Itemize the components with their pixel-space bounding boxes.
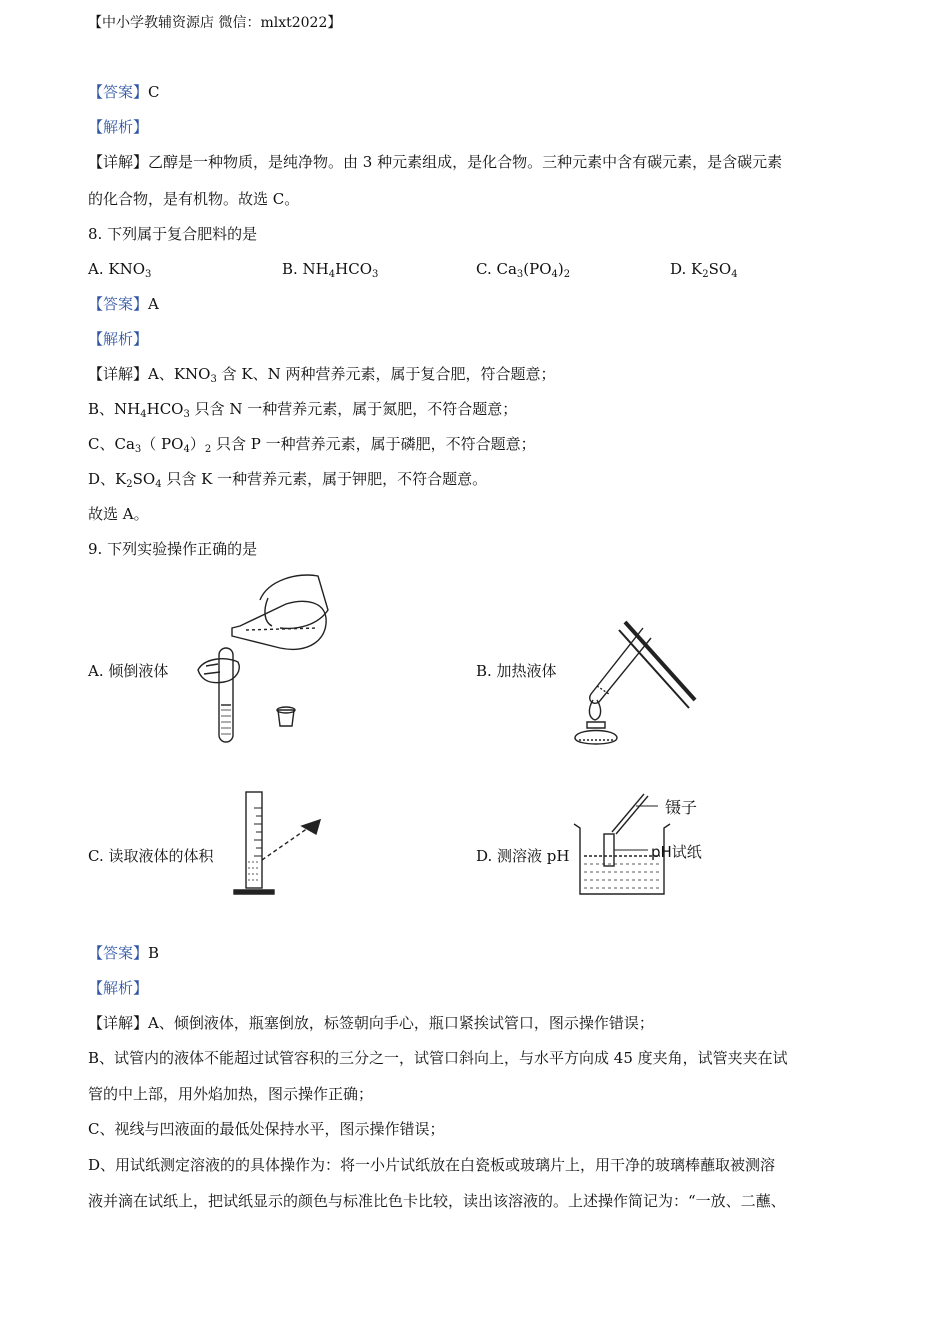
q9-detail-line2: B、试管内的液体不能超过试管容积的三分之一，试管口斜向上，与水平方向成 45 度夹角，试管夹夹在试 — [88, 1049, 788, 1067]
q9-stem: 9. 下列实验操作正确的是 — [88, 540, 258, 558]
q9-analysis-tag: 【解析】 — [88, 979, 149, 997]
q8-stem: 8. 下列属于复合肥料的是 — [88, 225, 258, 243]
q9-detail-line6: 液并滴在试纸上，把试纸显示的颜色与标准比色卡比较，读出该溶液的。上述操作简记为：“一放、二蘸、 — [88, 1192, 786, 1210]
q8-option-d: D. $K_2SO_4$ — [670, 260, 738, 280]
page-header: 【中小学教辅资源店 微信：mlxt2022】 — [88, 15, 342, 31]
q9-answer-line — [88, 943, 159, 963]
q9-option-b-label: B. 加热液体 — [476, 662, 557, 680]
q8-answer-line — [88, 294, 159, 314]
q8-option-c: C. $Ca_3(PO_4)_2$ — [476, 260, 571, 280]
q9-option-a-label: A. 倾倒液体 — [88, 662, 169, 680]
answer-tag: 【答案】 — [88, 944, 149, 962]
pouring-liquid-figure — [168, 570, 338, 750]
q9-detail-line3: 管的中上部，用外焰加热，图示操作正确； — [88, 1085, 374, 1103]
q7-analysis-tag: 【解析】 — [88, 118, 149, 136]
q7-detail-line1 — [88, 152, 782, 172]
heating-liquid-figure — [535, 600, 705, 750]
q7-answer-line — [88, 82, 160, 102]
q9-detail-line5: D、用试纸测定溶液的的具体操作为：将一小片试纸放在白瓷板或玻璃片上，用干净的玻璃棒蘸取被测溶 — [88, 1156, 776, 1174]
answer-value: C — [148, 83, 160, 101]
detail-text: 乙醇是一种物质，是纯净物。由 3 种元素组成，是化合物。三种元素中含有碳元素，是含碳元素 — [148, 153, 783, 171]
q7-detail-line2: 的化合物，是有机物。故选 C。 — [88, 190, 300, 208]
q8-option-a: A. $KNO_3$ — [88, 260, 152, 280]
q8-analysis-tag: 【解析】 — [88, 330, 149, 348]
q8-option-b: B. $NH_4HCO_3$ — [282, 260, 379, 280]
reading-volume-figure — [228, 788, 328, 898]
tweezers-label: 镊子 — [665, 798, 698, 817]
q9-option-d-label: D. 测溶液 pH — [476, 847, 570, 865]
answer-tag: 【答案】 — [88, 295, 149, 313]
ph-paper-label: pH试纸 — [651, 843, 702, 861]
q9-detail-line1: 【详解】A、倾倒液体，瓶塞倒放，标签朝向手心，瓶口紧挨试管口，图示操作错误； — [88, 1014, 654, 1032]
q8-detail-line4: D、$K_2SO_4$ 只含 K 一种营养元素，属于钾肥，不符合题意。 — [88, 470, 488, 490]
q8-detail-line2: B、$NH_4HCO_3$ 只含 N 一种营养元素，属于氮肥，不符合题意； — [88, 400, 518, 420]
q9-detail-line4: C、视线与凹液面的最低处保持水平，图示操作错误； — [88, 1120, 445, 1138]
answer-value: B — [148, 944, 160, 962]
q8-conclusion: 故选 A。 — [88, 505, 149, 523]
q9-option-c-label: C. 读取液体的体积 — [88, 847, 214, 865]
q8-detail-line1: 【详解】A、$KNO_3$ 含 K、N 两种营养元素，属于复合肥，符合题意； — [88, 365, 556, 385]
detail-tag: 【详解】 — [88, 153, 149, 171]
answer-value: A — [148, 295, 159, 313]
answer-tag: 【答案】 — [88, 83, 149, 101]
q8-detail-line3: C、$Ca_3$（ $PO_4)_2$ 只含 P 一种营养元素，属于磷肥，不符合题意； — [88, 435, 536, 455]
